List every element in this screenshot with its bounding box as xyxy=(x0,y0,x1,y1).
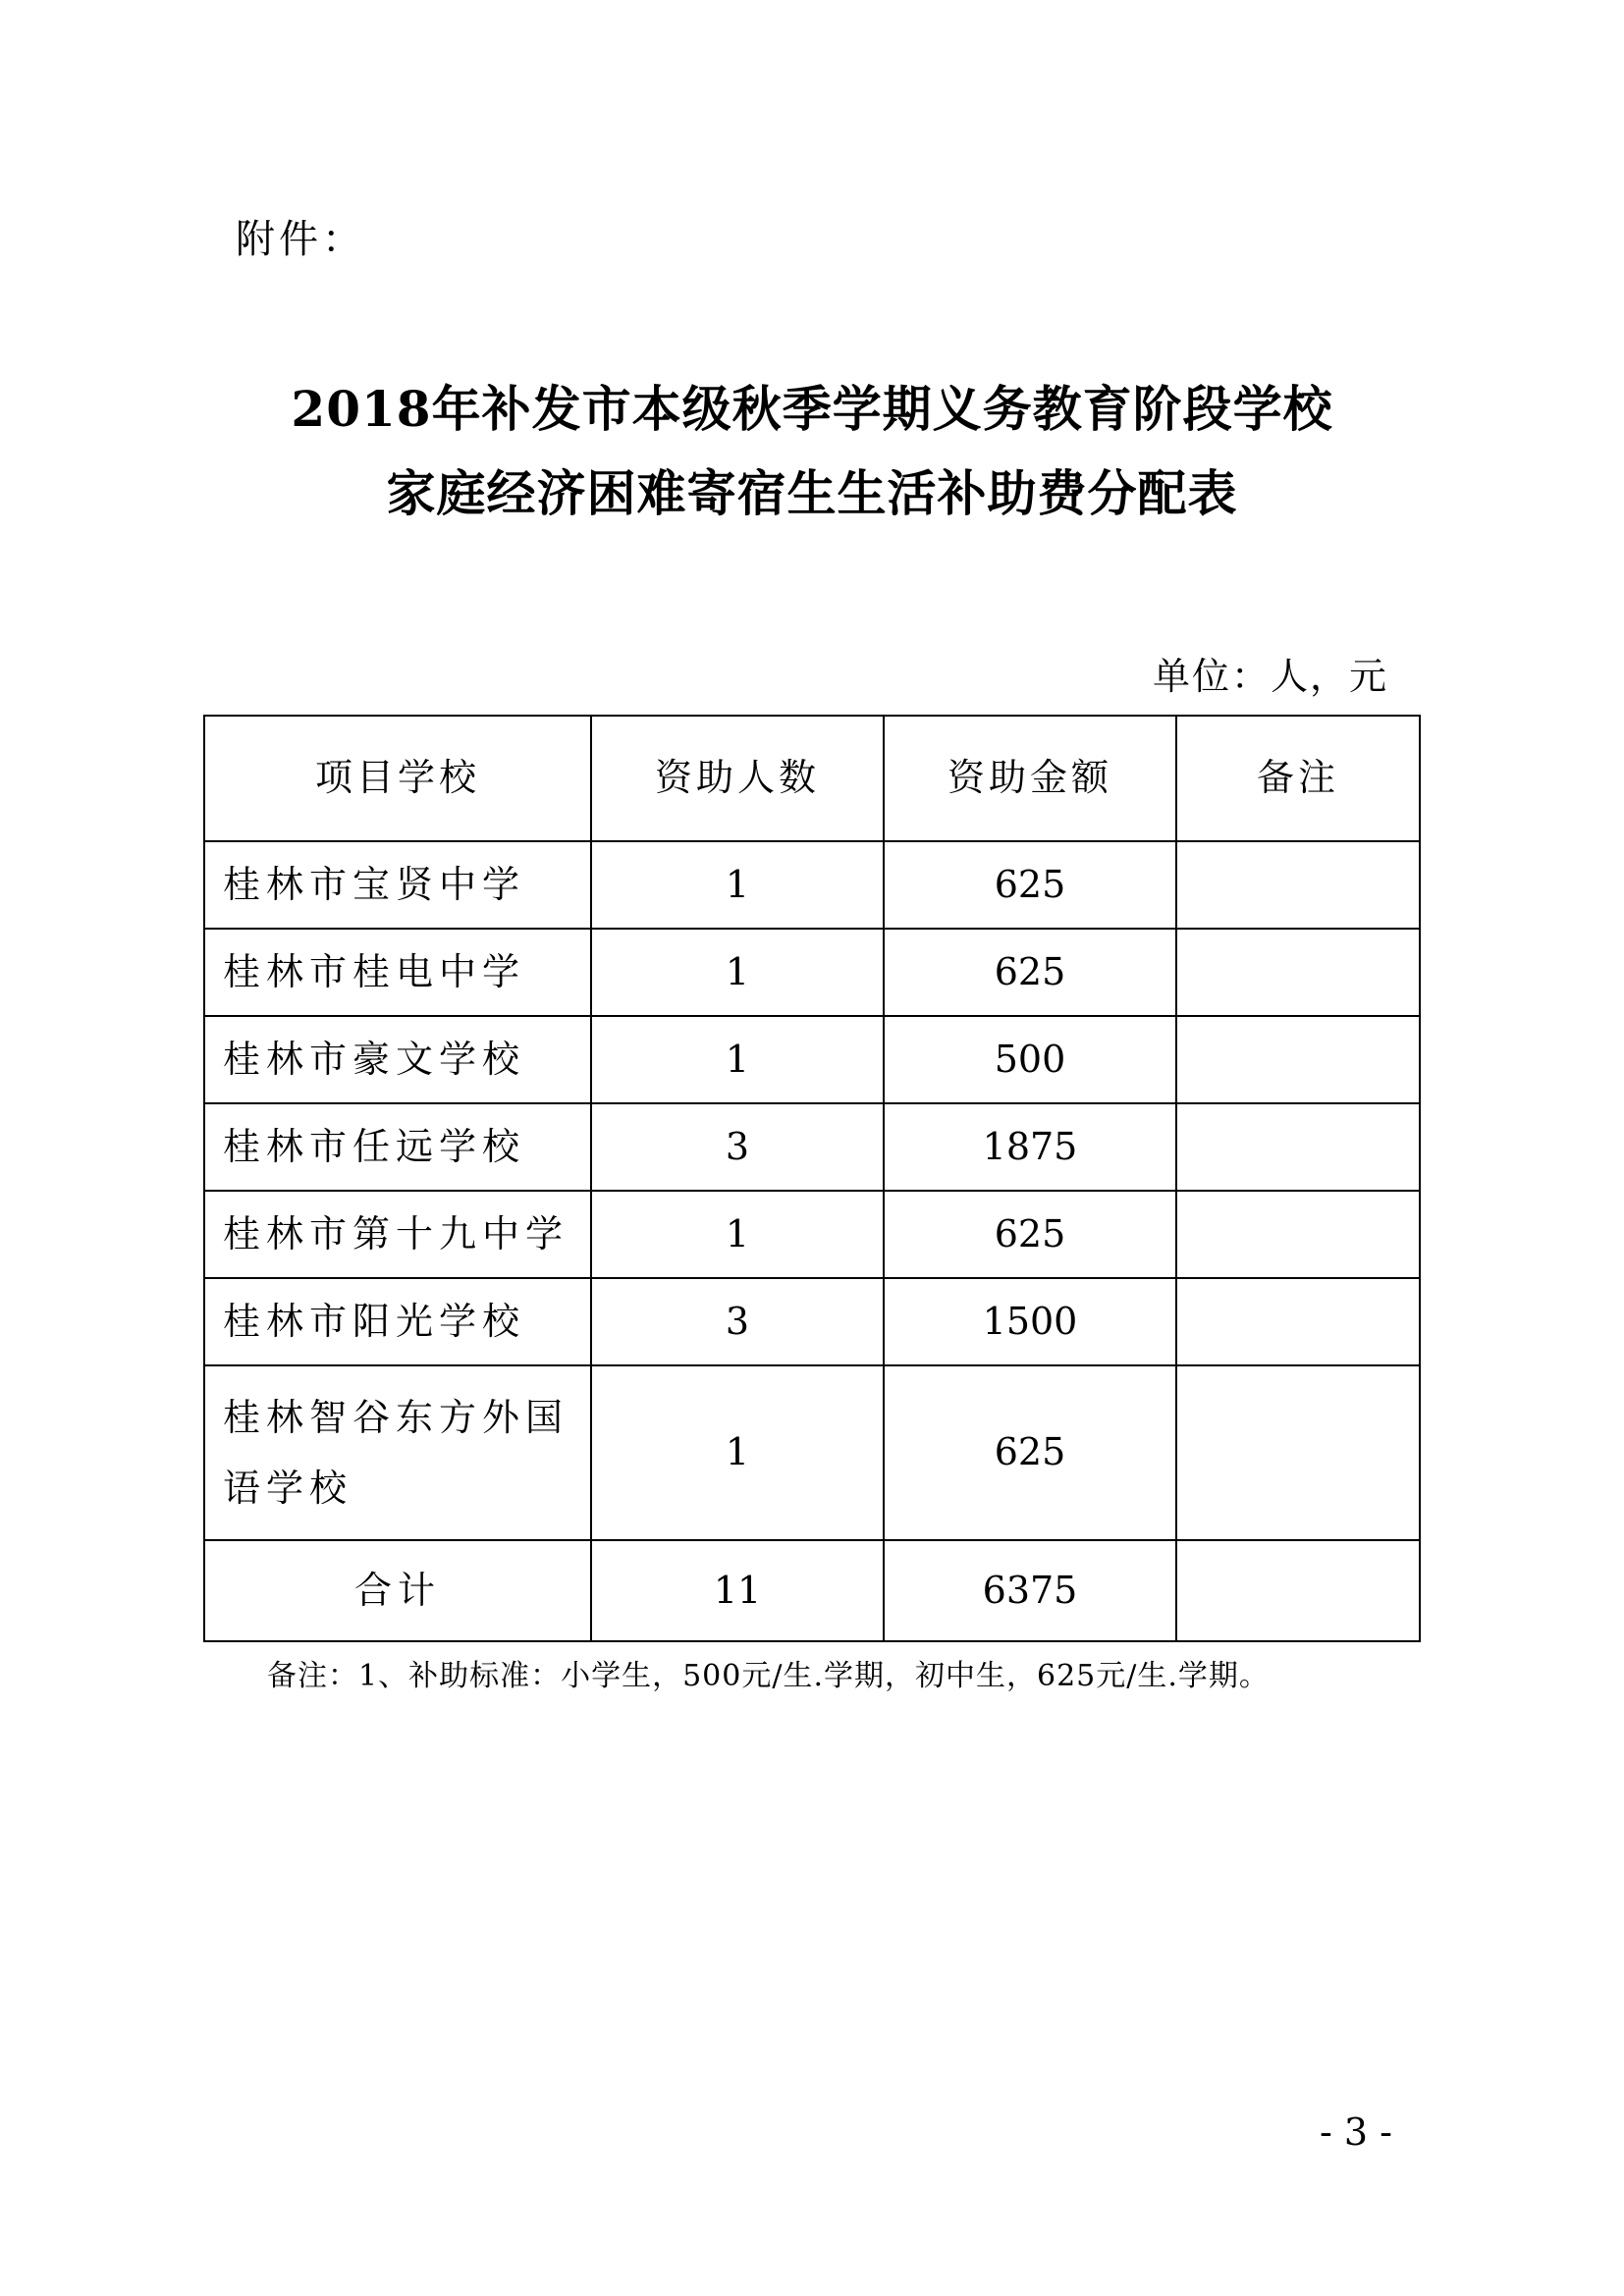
aid-amount: 625 xyxy=(884,1191,1176,1278)
aid-amount: 500 xyxy=(884,1016,1176,1103)
table-row xyxy=(204,929,1420,1016)
school-name: 桂林市豪文学校 xyxy=(204,1016,591,1103)
aid-count: 1 xyxy=(591,929,884,1016)
aid-count: 3 xyxy=(591,1278,884,1365)
header-school: 项目学校 xyxy=(204,716,591,841)
allocation-table xyxy=(203,715,1421,1642)
school-name: 桂林市第十九中学 xyxy=(204,1191,591,1278)
table-total-row xyxy=(204,1540,1420,1641)
aid-amount: 1500 xyxy=(884,1278,1176,1365)
table-row xyxy=(204,1103,1420,1191)
remark xyxy=(1176,1278,1420,1365)
table-row xyxy=(204,1278,1420,1365)
total-label: 合计 xyxy=(204,1540,591,1641)
aid-amount: 1875 xyxy=(884,1103,1176,1191)
school-name: 桂林智谷东方外国语学校 xyxy=(204,1365,591,1540)
header-count: 资助人数 xyxy=(591,716,884,841)
aid-count: 3 xyxy=(591,1103,884,1191)
table-row xyxy=(204,1016,1420,1103)
document-title-line-2: 家庭经济困难寄宿生生活补助费分配表 xyxy=(386,464,1238,522)
aid-count: 1 xyxy=(591,1016,884,1103)
unit-label: 单位：人，元 xyxy=(1152,655,1388,698)
header-remark: 备注 xyxy=(1176,716,1420,841)
remark xyxy=(1176,1365,1420,1540)
page-number: - 3 - xyxy=(1319,2110,1392,2154)
aid-amount: 625 xyxy=(884,841,1176,929)
table-row xyxy=(204,1191,1420,1278)
school-name: 桂林市桂电中学 xyxy=(204,929,591,1016)
remark xyxy=(1176,1103,1420,1191)
remark xyxy=(1176,1191,1420,1278)
total-count: 11 xyxy=(591,1540,884,1641)
aid-count: 1 xyxy=(591,841,884,929)
aid-count: 1 xyxy=(591,1365,884,1540)
table-row xyxy=(204,841,1420,929)
header-amount: 资助金额 xyxy=(884,716,1176,841)
total-amount: 6375 xyxy=(884,1540,1176,1641)
document-title-line-1: 2018年补发市本级秋季学期义务教育阶段学校 xyxy=(291,380,1333,438)
attachment-label: 附件： xyxy=(236,217,365,262)
remark xyxy=(1176,1016,1420,1103)
total-remark xyxy=(1176,1540,1420,1641)
aid-count: 1 xyxy=(591,1191,884,1278)
school-name: 桂林市阳光学校 xyxy=(204,1278,591,1365)
table-row xyxy=(204,1365,1420,1540)
table-header-row xyxy=(204,716,1420,841)
remark xyxy=(1176,929,1420,1016)
footnote: 备注：1、补助标准：小学生，500元/生.学期，初中生，625元/生.学期。 xyxy=(267,1659,1270,1693)
remark xyxy=(1176,841,1420,929)
aid-amount: 625 xyxy=(884,929,1176,1016)
school-name: 桂林市宝贤中学 xyxy=(204,841,591,929)
school-name: 桂林市任远学校 xyxy=(204,1103,591,1191)
aid-amount: 625 xyxy=(884,1365,1176,1540)
